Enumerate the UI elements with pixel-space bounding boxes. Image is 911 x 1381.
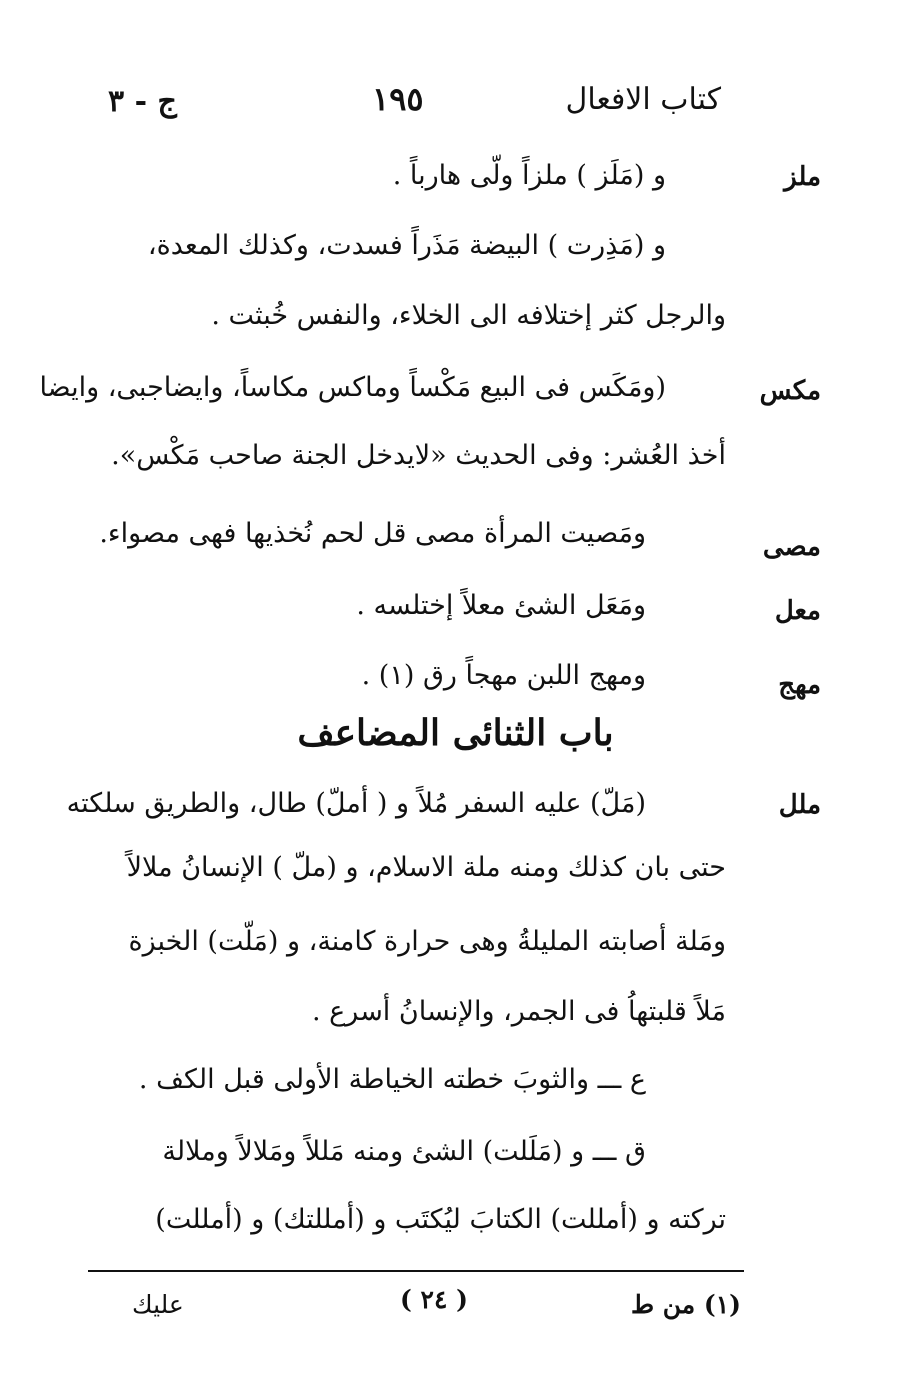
entry-line: (ومَكَس فى البيع مَكْساً وماكس مكاساً، وايضاجبى، وايضا — [39, 372, 666, 403]
entry-line: و (مَذِرت ) البيضة مَذَراً فسدت، وكذلك المعدة، — [147, 230, 666, 261]
root-word-mks: مكس — [759, 376, 821, 406]
entry-line: تركته و (أمللت) الكتابَ ليُكتَب و (أمللتك) و (أمللت) — [155, 1204, 726, 1235]
entry-line: ومهج اللبن مهجاً رق (١) . — [361, 660, 646, 691]
root-word-msy: مصى — [762, 532, 821, 562]
root-word-mll: ملل — [778, 790, 821, 820]
entry-line: ق ـــ و (مَلَلت) الشئ ومنه مَللاً ومَلالاً وملالة — [162, 1136, 646, 1167]
entry-line: حتى بان كذلك ومنه ملة الاسلام، و (ملّ ) الإنسانُ ملالاً — [126, 852, 726, 883]
entry-line: ومَصيت المرأة مصى قل لحم نُخذيها فهى مصواء. — [99, 518, 646, 549]
footnote: (١) من ط — [630, 1290, 741, 1319]
book-title: كتاب الافعال — [565, 82, 721, 117]
root-word-mal: معل — [774, 596, 821, 626]
chapter-heading: باب الثنائى المضاعف — [297, 712, 614, 754]
entry-line: ومَعَل الشئ معلاً إختلسه . — [356, 590, 646, 621]
entry-line: و (مَلَز ) ملزاً ولّى هارباً . — [392, 160, 666, 191]
catchword: عليك — [132, 1290, 184, 1319]
entry-line: والرجل كثر إختلافه الى الخلاء، والنفس خُبثت . — [211, 300, 726, 331]
entry-line: ع ـــ والثوبَ خطته الخياطة الأولى قبل الكف . — [138, 1064, 646, 1095]
page-counter: ( ٢٤ ) — [400, 1285, 468, 1314]
root-word-mhj: مهج — [778, 670, 821, 700]
entry-line: مَلاً قلبتهاُ فى الجمر، والإنسانُ أسرع . — [312, 996, 726, 1027]
volume-label: ج - ٣ — [108, 84, 177, 119]
page-number: ١٩٥ — [372, 80, 424, 118]
entry-line: (مَلّ) عليه السفر مُلاً و ( أملّ) طال، والطريق سلكته — [66, 788, 646, 819]
footnote-divider — [88, 1270, 744, 1272]
root-word-mlz: ملز — [784, 162, 821, 192]
entry-line: أخذ العُشر: وفى الحديث «لايدخل الجنة صاحب مَكْس». — [111, 440, 726, 471]
entry-line: ومَلة أصابته المليلةُ وهى حرارة كامنة، و (مَلّت) الخبزة — [128, 926, 726, 957]
